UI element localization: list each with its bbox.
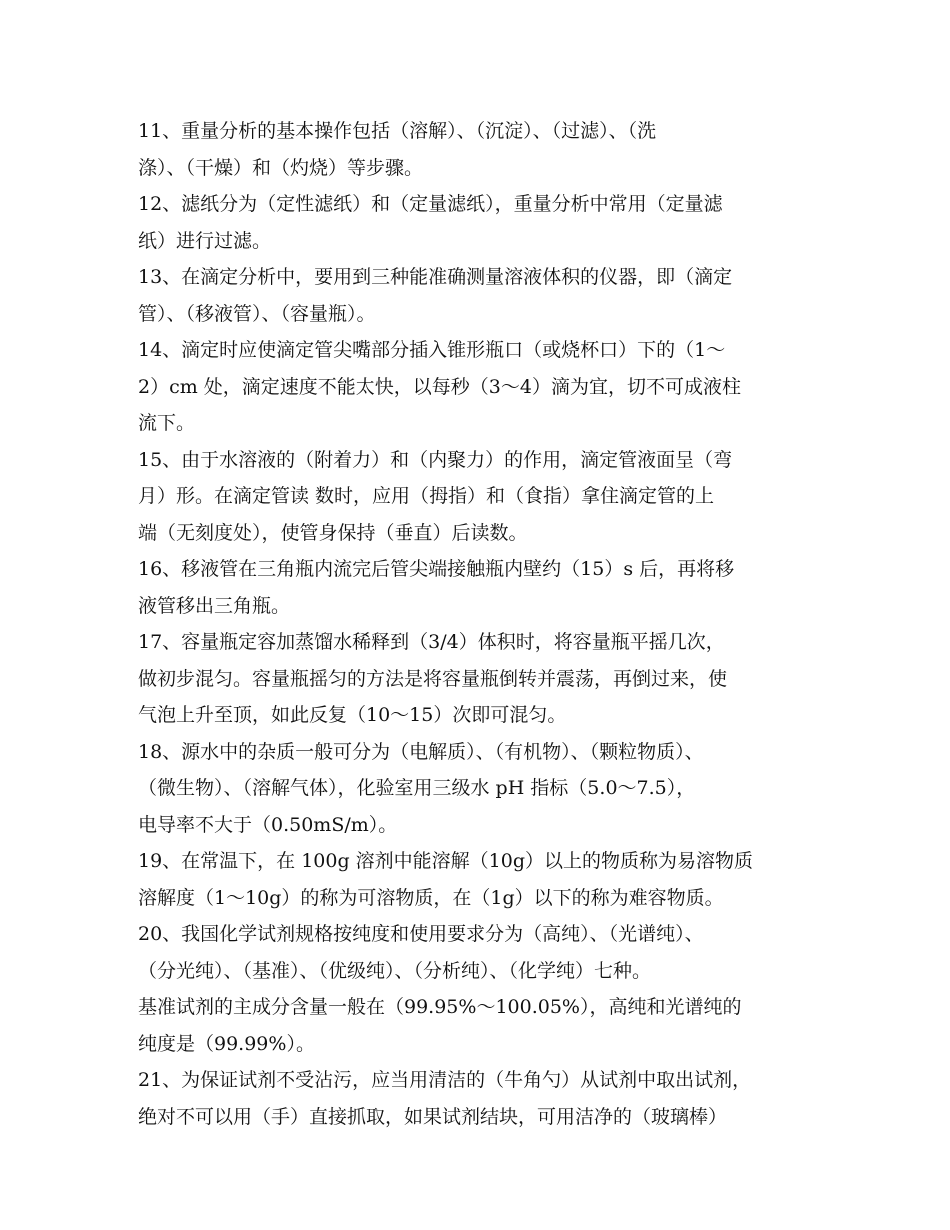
text-line: （微生物）、（溶解气体），化验室用三级水 pH 指标（5.0～7.5），: [138, 777, 696, 799]
text-line: 涤）、（干燥）和（灼烧）等步骤。: [138, 156, 424, 179]
text-line: 13、在滴定分析中，要用到三种能准确测量溶液体积的仪器，即（滴定: [138, 266, 733, 288]
text-line: 气泡上升至顶，如此反复（10～15）次即可混匀。: [138, 704, 567, 726]
text-line: 纯度是（99.99%）。: [138, 1032, 315, 1055]
text-line: 溶解度（1～10g）的称为可溶物质，在（1g）以下的称为难容物质。: [138, 886, 724, 909]
text-line: 12、滤纸分为（定性滤纸）和（定量滤纸），重量分析中常用（定量滤: [138, 193, 723, 215]
text-line: 液管移出三角瓶。: [138, 594, 291, 617]
question-20: [138, 916, 818, 1062]
text-line: 16、移液管在三角瓶内流完后管尖端接触瓶内壁约（15）s 后，再将移: [138, 558, 735, 580]
text-line: 流下。: [138, 412, 196, 434]
text-line: 21、为保证试剂不受沾污，应当用清洁的（牛角勺）从试剂中取出试剂，: [138, 1069, 752, 1091]
question-13: [138, 259, 818, 332]
text-line: 11、重量分析的基本操作包括（溶解）、（沉淀）、（过滤）、（洗: [138, 120, 657, 142]
text-line: 端（无刻度处），使管身保持（垂直）后读数。: [138, 521, 528, 544]
question-21: [138, 1062, 818, 1135]
text-line: 绝对不可以用（手）直接抓取，如果试剂结块，可用洁净的（玻璃棒）: [138, 1105, 728, 1128]
text-line: 18、源水中的杂质一般可分为（电解质）、（有机物）、（颗粒物质）、: [138, 740, 704, 763]
question-14: [138, 332, 818, 442]
text-line: 2）cm 处，滴定速度不能太快，以每秒（3～4）滴为宜，切不可成液柱: [138, 375, 741, 398]
question-16: [138, 551, 818, 624]
text-line: 20、我国化学试剂规格按纯度和使用要求分为（高纯）、（光谱纯）、: [138, 923, 704, 945]
text-line: 管）、（移液管）、（容量瓶）。: [138, 302, 376, 325]
question-17: [138, 624, 818, 734]
question-12: [138, 186, 818, 259]
question-15: [138, 442, 818, 552]
document-body: [138, 113, 818, 1135]
question-18: [138, 734, 818, 844]
text-line: 17、容量瓶定容加蒸馏水稀释到（3/4）体积时，将容量瓶平摇几次，: [138, 631, 725, 653]
text-line: 电导率不大于（0.50mS/m）。: [138, 813, 398, 836]
question-11: [138, 113, 818, 186]
text-line: 月）形。在滴定管读 数时，应用（拇指）和（食指）拿住滴定管的上: [138, 485, 715, 507]
text-line: 15、由于水溶液的（附着力）和（内聚力）的作用，滴定管液面呈（弯: [138, 448, 733, 471]
question-19: [138, 843, 818, 916]
text-line: 做初步混匀。容量瓶摇匀的方法是将容量瓶倒转并震荡，再倒过来，使: [138, 667, 728, 690]
text-line: 基准试剂的主成分含量一般在（99.95%～100.05%），高纯和光谱纯的: [138, 996, 742, 1018]
text-line: 19、在常温下，在 100g 溶剂中能溶解（10g）以上的物质称为易溶物质: [138, 850, 754, 872]
text-line: 14、滴定时应使滴定管尖嘴部分插入锥形瓶口（或烧杯口）下的（1～: [138, 339, 726, 361]
text-line: 纸）进行过滤。: [138, 229, 272, 252]
text-line: （分光纯）、（基准）、（优级纯）、（分析纯）、（化学纯）七种。: [138, 959, 652, 982]
